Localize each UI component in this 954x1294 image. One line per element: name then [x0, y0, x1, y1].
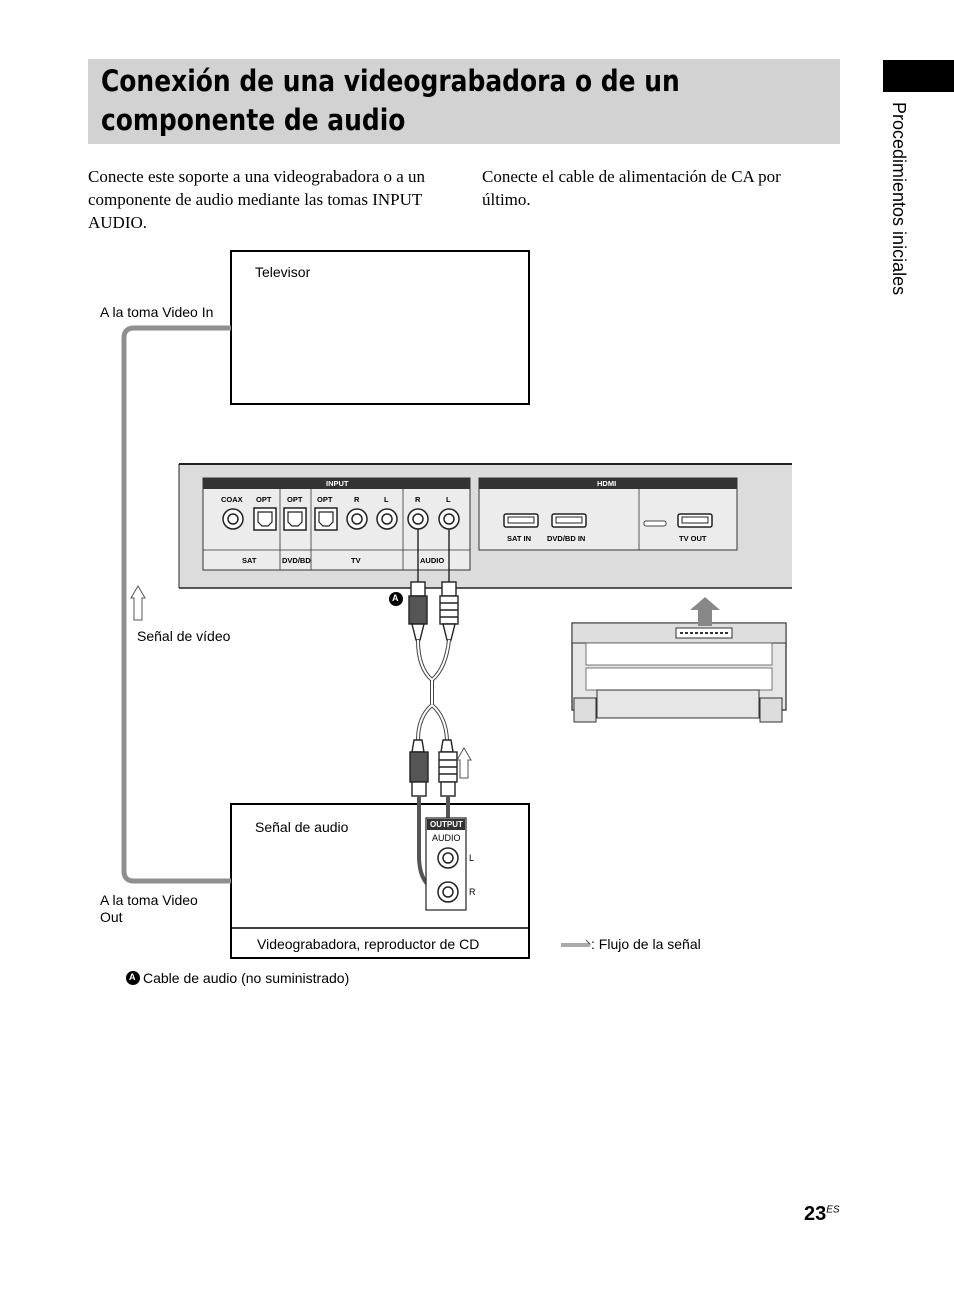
jack-label-coax: COAX: [221, 495, 243, 504]
opt-jack-sat: [254, 508, 276, 530]
jack-label-opt-dvd: OPT: [287, 495, 303, 504]
hdmi-title: HDMI: [597, 479, 617, 488]
jack-label-opt-sat: OPT: [256, 495, 272, 504]
output-title: OUTPUT: [430, 820, 463, 829]
group-label-audio: AUDIO: [420, 556, 445, 565]
jack-label-audio-l: L: [446, 495, 451, 504]
video-in-label: A la toma Video In: [100, 304, 214, 320]
hdmi-indicator: [644, 521, 666, 526]
output-r-jack: [438, 882, 458, 902]
cable-marker-letter: A: [392, 593, 399, 603]
output-l-label: L: [469, 853, 475, 863]
page-number-suffix: ES: [826, 1204, 840, 1216]
flow-legend-label: : Flujo de la señal: [591, 936, 701, 952]
system-unit-drawing: [572, 597, 786, 722]
input-title: INPUT: [326, 479, 349, 488]
audio-signal-arrow: [457, 748, 471, 778]
page-number-value: 23: [804, 1203, 827, 1225]
group-label-dvd: DVD/BD: [282, 556, 311, 565]
opt-jack-tv: [315, 508, 337, 530]
output-l-jack: [438, 848, 458, 868]
jack-label-tv-r: R: [354, 495, 360, 504]
hdmi-label-sat-in: SAT IN: [507, 534, 532, 543]
audio-signal-label: Señal de audio: [255, 819, 349, 835]
intro-paragraph: Conecte este soporte a una videograbadora o a un componente de audio mediante las tomas INPUT AUDIO.: [88, 167, 426, 232]
caption-marker-letter: A: [129, 972, 136, 982]
cable-caption: Cable de audio (no suministrado): [143, 970, 350, 986]
page-title: Conexión de una videograbadora o de un componente de audio: [101, 64, 680, 137]
video-signal-arrow: [131, 586, 145, 620]
opt-jack-dvd: [284, 508, 306, 530]
page-number: [804, 1203, 840, 1226]
audio-r-jack: [408, 509, 428, 529]
group-label-tv: TV: [351, 556, 361, 565]
side-tab-label-text: Procedimientos iniciales: [889, 102, 909, 296]
jack-label-opt-tv: OPT: [317, 495, 333, 504]
hdmi-tv-out-port: [678, 514, 712, 527]
output-sub-label: AUDIO: [432, 833, 461, 843]
vcr-label: Videograbadora, reproductor de CD: [257, 936, 480, 952]
tv-label: Televisor: [255, 264, 311, 280]
video-signal-label: Señal de vídeo: [137, 628, 231, 644]
coax-jack: [223, 509, 243, 529]
hdmi-label-dvd-in: DVD/BD IN: [547, 534, 586, 543]
group-label-sat: SAT: [242, 556, 257, 565]
hdmi-label-tv-out: TV OUT: [679, 534, 707, 543]
flow-legend-arrow: [561, 940, 590, 946]
tv-r-jack: [347, 509, 367, 529]
rear-view-arrow: [690, 597, 720, 626]
output-r-label: R: [469, 887, 476, 897]
jack-label-audio-r: R: [415, 495, 421, 504]
hdmi-sat-in-port: [504, 514, 538, 527]
audio-l-jack: [439, 509, 459, 529]
video-out-label: A la toma Video Out: [100, 892, 198, 925]
jack-label-tv-l: L: [384, 495, 389, 504]
tv-l-jack: [377, 509, 397, 529]
hdmi-dvd-in-port: [552, 514, 586, 527]
power-paragraph: Conecte el cable de alimentación de CA por último.: [482, 167, 781, 209]
